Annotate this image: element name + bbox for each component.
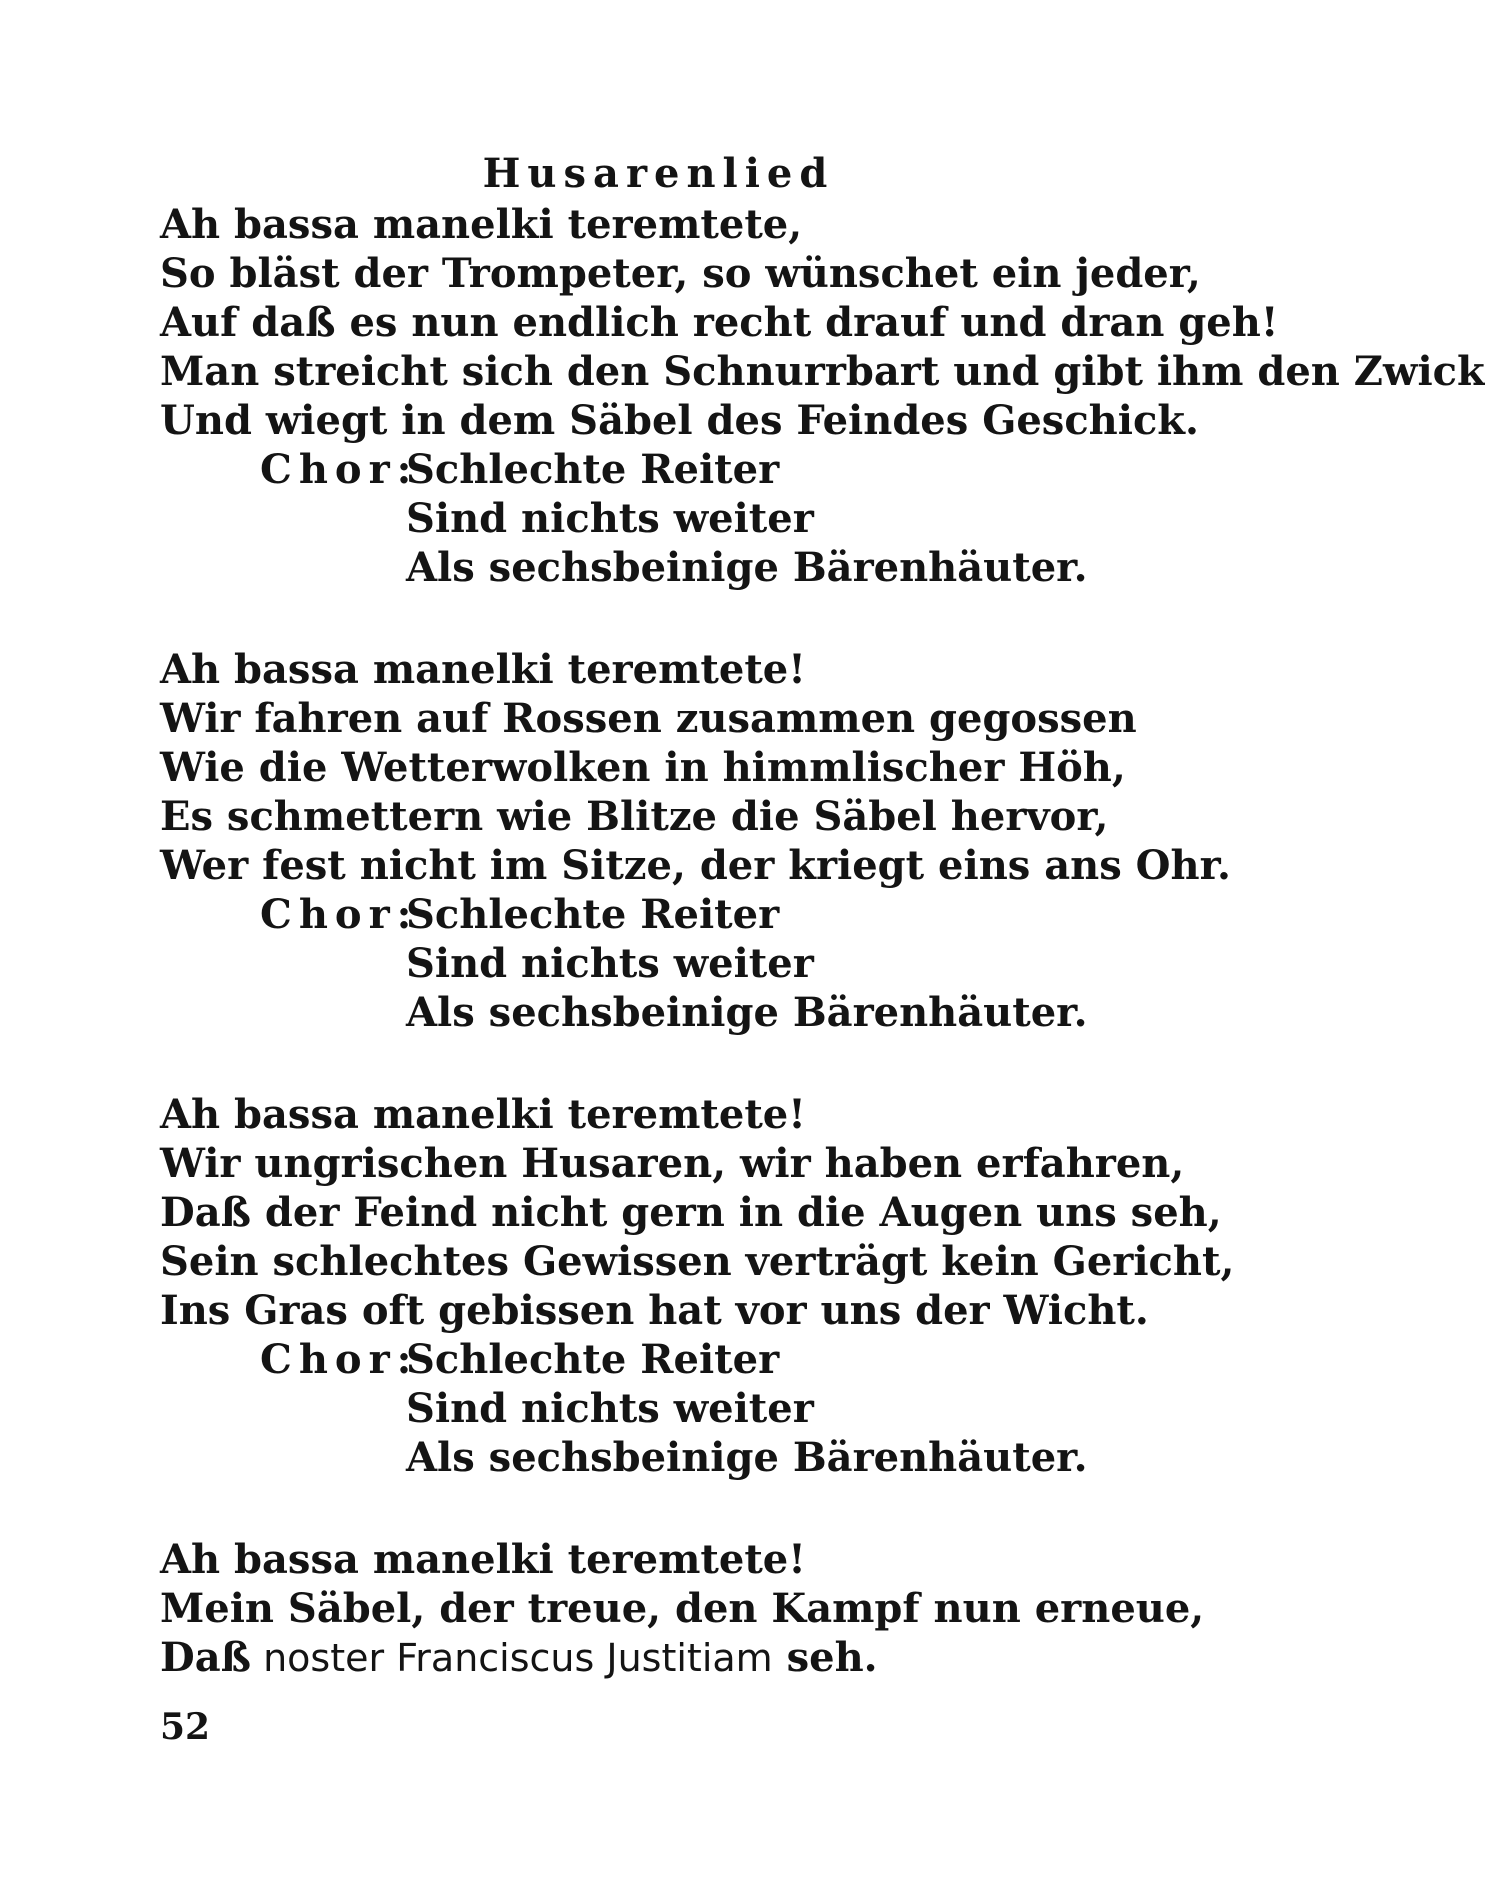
chorus-text: Schlechte Reiter	[406, 446, 780, 493]
verse-line: Ah bassa manelki teremtete!	[160, 1536, 806, 1583]
verse-line: Ah bassa manelki teremtete!	[160, 1091, 806, 1138]
chorus-line	[160, 939, 1280, 988]
poem-title: Husarenlied	[482, 150, 835, 197]
fraktur-segment: seh.	[772, 1634, 878, 1681]
verse-line: So bläst der Trompeter, so wünschet ein jeder,	[160, 250, 1201, 297]
verse-line: Ah bassa manelki teremtete!	[160, 646, 806, 693]
verse-line: Ins Gras oft gebissen hat vor uns der Wicht.	[160, 1287, 1149, 1334]
stanza-1	[160, 200, 1485, 592]
verse-line-mixed-type	[160, 1633, 1280, 1682]
chorus-label: Chor:	[260, 1336, 419, 1383]
verse-line: Sein schlechtes Gewissen verträgt kein Gericht,	[160, 1238, 1235, 1285]
chorus-line	[160, 890, 1280, 939]
chorus-text: Als sechsbeinige Bärenhäuter.	[406, 1434, 1088, 1481]
verse-line: Wir fahren auf Rossen zusammen gegossen	[160, 695, 1137, 742]
antiqua-segment: noster Franciscus Justitiam	[251, 1636, 773, 1680]
stanza-2	[160, 645, 1280, 1037]
fraktur-segment: Daß	[160, 1634, 251, 1681]
chorus-line	[160, 1433, 1280, 1482]
verse-line: Wie die Wetterwolken in himmlischer Höh,	[160, 744, 1126, 791]
chorus-line	[160, 1384, 1280, 1433]
chorus-text: Sind nichts weiter	[406, 1385, 814, 1432]
chorus-text: Als sechsbeinige Bärenhäuter.	[406, 989, 1088, 1036]
verse-line: Und wiegt in dem Säbel des Feindes Geschick.	[160, 397, 1199, 444]
chorus-line	[160, 543, 1280, 592]
chorus-line	[160, 445, 1280, 494]
chorus-line	[160, 988, 1280, 1037]
chorus-text: Als sechsbeinige Bärenhäuter.	[406, 544, 1088, 591]
chorus-line	[160, 1335, 1280, 1384]
verse-line: Es schmettern wie Blitze die Säbel hervor,	[160, 793, 1109, 840]
chorus-text: Schlechte Reiter	[406, 891, 780, 938]
stanza-4	[160, 1535, 1280, 1682]
chorus-text: Sind nichts weiter	[406, 940, 814, 987]
verse-line: Man streicht sich den Schnurrbart und gibt ihm den Zwick	[160, 348, 1485, 395]
chorus-text: Sind nichts weiter	[406, 495, 814, 542]
chorus-line	[160, 494, 1280, 543]
page-number: 52	[160, 1706, 211, 1748]
chorus-label: Chor:	[260, 891, 419, 938]
verse-line: Wir ungrischen Husaren, wir haben erfahren,	[160, 1140, 1185, 1187]
verse-line: Mein Säbel, der treue, den Kampf nun erneue,	[160, 1585, 1205, 1632]
verse-line: Daß der Feind nicht gern in die Augen uns seh,	[160, 1189, 1222, 1236]
chorus-label: Chor:	[260, 446, 419, 493]
verse-line: Auf daß es nun endlich recht drauf und dran geh!	[160, 299, 1279, 346]
stanza-3	[160, 1090, 1280, 1482]
chorus-text: Schlechte Reiter	[406, 1336, 780, 1383]
verse-line: Wer fest nicht im Sitze, der kriegt eins ans Ohr.	[160, 842, 1231, 889]
verse-line: Ah bassa manelki teremtete,	[160, 201, 803, 248]
